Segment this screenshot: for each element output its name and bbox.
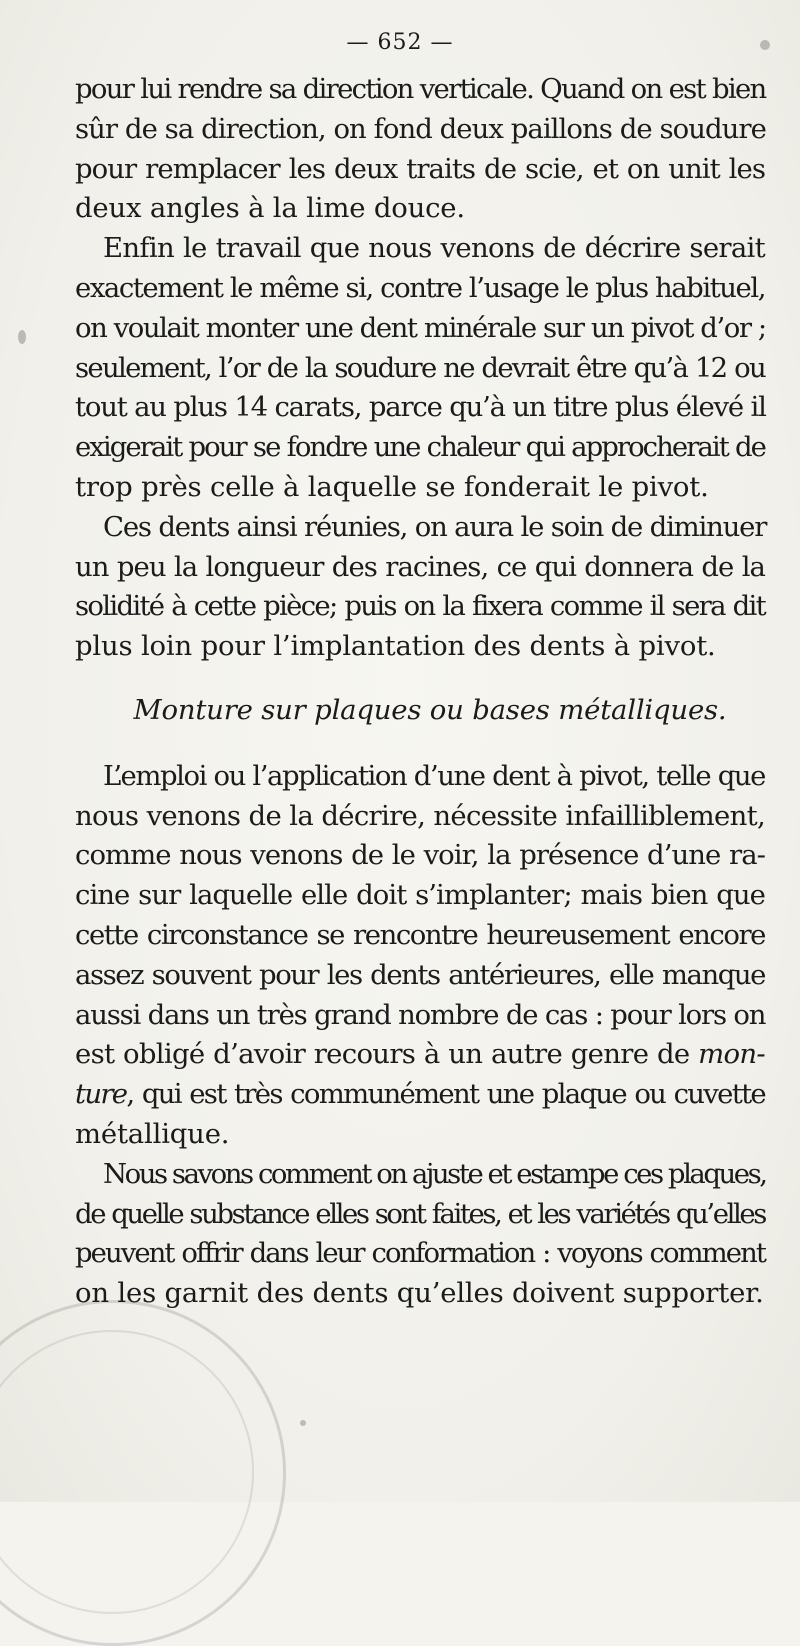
text-line: cine sur laquelle elle doit s’implanter; mais bien que	[75, 879, 765, 912]
text-line	[75, 1075, 765, 1115]
body-text	[75, 70, 765, 1314]
text-line: on voulait monter une dent minérale sur un pivot d’or ;	[75, 311, 766, 344]
text-line: pour lui rendre sa direction verticale. Quand on est bien	[75, 73, 766, 105]
text-line: un peu la longueur des racines, ce qui donnera de la	[75, 550, 765, 583]
text-line: Ces dents ainsi réunies, on aura le soin de diminuer	[103, 510, 767, 543]
italic-run: ture	[75, 1078, 127, 1111]
text-line: solidité à cette pièce; puis on la fixera comme il sera dit	[75, 590, 765, 623]
text-line	[75, 1035, 765, 1075]
italic-run: mon-	[698, 1038, 765, 1071]
section-heading	[75, 691, 765, 731]
text-line: exactement le même si, contre l’usage le plus habituel,	[75, 271, 765, 304]
section-heading-text: Monture sur plaques ou bases métalliques.	[133, 693, 727, 726]
page-number: — 652 —	[346, 30, 454, 55]
text-run: , qui est très communément une plaque ou cuvette	[126, 1078, 765, 1111]
text-line: nous venons de la décrire, nécessite infailliblement,	[75, 799, 765, 832]
text-line: cette circonstance se rencontre heureusement encore	[75, 918, 765, 951]
text-line: tout au plus 14 carats, parce qu’à un titre plus élevé il	[75, 391, 766, 424]
text-line: métallique.	[75, 1117, 230, 1150]
text-line: de quelle substance elles sont faites, et les variétés qu’elles	[75, 1197, 765, 1230]
text-run: est obligé d’avoir recours à un autre genre de	[75, 1038, 699, 1071]
text-line: Nous savons comment on ajuste et estampe ces plaques,	[103, 1157, 766, 1190]
text-line: aussi dans un très grand nombre de cas : pour lors on	[75, 998, 766, 1031]
text-line: trop près celle à laquelle se fonderait le pivot.	[75, 470, 709, 503]
text-line: pour remplacer les deux traits de scie, et on unit les	[75, 152, 765, 185]
ink-speck	[300, 1420, 306, 1426]
text-line: sûr de sa direction, on fond deux paillons de soudure	[75, 112, 766, 145]
text-line: plus loin pour l’implantation des dents à pivot.	[75, 630, 716, 663]
ink-speck	[18, 330, 26, 344]
text-line: comme nous venons de le voir, la présence d’une ra-	[75, 839, 765, 872]
text-line: L’emploi ou l’application d’une dent à pivot, telle que	[103, 759, 765, 792]
text-line: assez souvent pour les dents antérieures, elle manque	[75, 958, 765, 991]
text-line: seulement, l’or de la soudure ne devrait être qu’à 12 ou	[75, 351, 765, 384]
text-line: deux angles à la lime douce.	[75, 192, 465, 225]
text-line: peuvent offrir dans leur conformation : voyons comment	[75, 1237, 765, 1270]
text-line: Enfin le travail que nous venons de décrire serait	[103, 232, 765, 265]
text-line: exigerait pour se fondre une chaleur qui approcherait de	[75, 431, 765, 464]
text-line: on les garnit des dents qu’elles doivent supporter.	[75, 1277, 764, 1310]
